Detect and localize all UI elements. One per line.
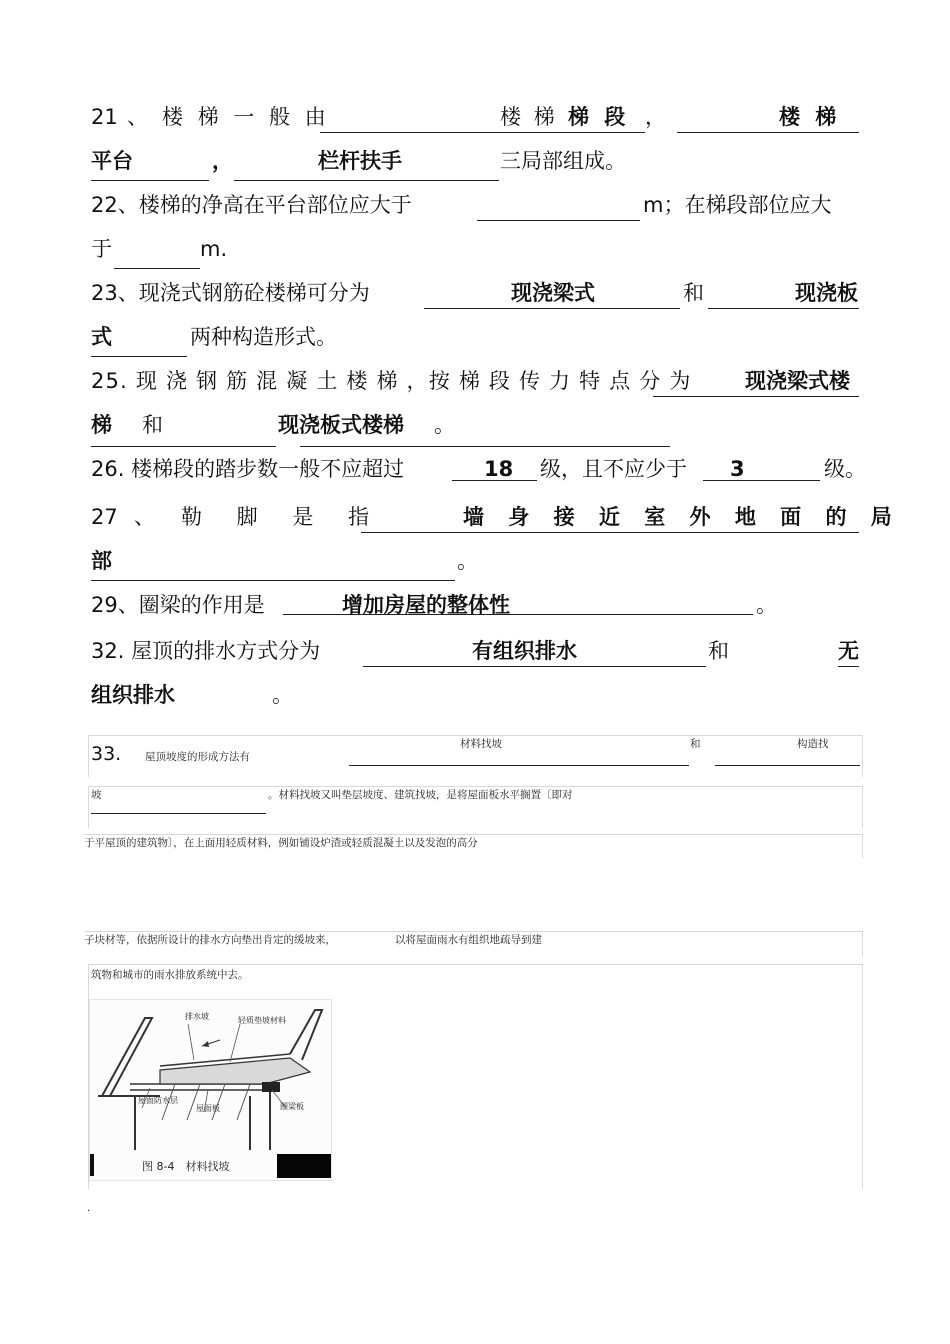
- q27-separator: 、: [134, 505, 155, 529]
- q26-blank-2: [703, 480, 820, 481]
- q22-unit-2: m.: [200, 237, 228, 261]
- q26-tail: 级。: [824, 457, 866, 481]
- q23-blank-2b: [91, 356, 187, 357]
- q21-separator: 、: [127, 105, 148, 129]
- q25-blank-2: [300, 446, 670, 447]
- q25-text: 25. 现 浇 钢 筋 混 凝 土 楼 梯 ，按 梯 段 传 力 特 点 分 为: [91, 369, 692, 393]
- q32-tail: 。: [272, 683, 293, 707]
- q21-answer-2-suffix: 平台: [91, 149, 133, 173]
- q33-frame-row2: [88, 786, 862, 787]
- q33-frame-right-4: [862, 931, 863, 957]
- q22-blank-2: [114, 268, 200, 269]
- q25-blank-1b: [91, 446, 276, 447]
- q33-blank-1: [349, 765, 689, 766]
- q33-frame-top: [88, 735, 862, 736]
- q32-and: 和: [708, 639, 729, 663]
- footer-dot: .: [87, 1202, 91, 1214]
- q21-answer-3: 栏杆扶手: [318, 149, 402, 173]
- q22-blank-1: [477, 220, 640, 221]
- figure-caption: 图 8-4 材料找坡: [142, 1160, 230, 1173]
- q33-line-3: 于平屋顶的建筑物〕，在上面用轻质材料，例如铺设炉渣或轻质混凝土以及发泡的高分: [84, 837, 478, 849]
- q33-frame-left-2: [88, 786, 89, 828]
- q23-blank-2: [708, 308, 859, 309]
- q21-tail: 三局部组成。: [500, 149, 626, 173]
- q33-frame-right-2: [862, 786, 863, 828]
- q32-answer-2-suffix: 组织排水: [91, 683, 175, 707]
- q29-answer: 增加房屋的整体性: [342, 593, 510, 617]
- q23-answer-2-suffix: 式: [91, 325, 112, 349]
- q21-blank-3: [234, 180, 499, 181]
- q33-line-4b: 以将屋面雨水有组织地疏导到建: [395, 934, 542, 946]
- q27-answer-prefix: 墙 身 接 近 室 外 地 面 的 局: [463, 505, 901, 529]
- q27-blank-b: [91, 580, 455, 581]
- q33-frame-row4: [84, 931, 862, 932]
- q33-text: 屋顶坡度的形成方法有: [145, 751, 250, 763]
- q25-blank-1: [653, 396, 859, 397]
- q32-blank-2: [838, 666, 859, 667]
- q33-frame-row3: [84, 834, 862, 835]
- q33-line-2: 。材料找坡又叫垫层坡度、建筑找坡，是将屋面板水平搁置〔即对: [268, 789, 573, 801]
- q21-answer-1: 梯 段: [568, 105, 630, 129]
- figure-material-slope: [89, 999, 332, 1181]
- q33-number: 33.: [91, 743, 122, 765]
- q33-answer-2-suffix: 坡: [91, 789, 102, 801]
- q33-frame-left-1: [88, 735, 89, 777]
- q33-blank-2: [715, 765, 860, 766]
- q33-frame-right-1: [862, 735, 863, 777]
- q21-blank-2: [677, 132, 859, 133]
- q21-comma-1: ，: [645, 105, 666, 129]
- q27-number: 27: [91, 505, 118, 529]
- q33-blank-2b: [91, 813, 266, 814]
- q33-frame-right-3: [862, 834, 863, 858]
- q21-blank-2b: [91, 180, 209, 181]
- q27-text: 勒 脚 是 指: [181, 505, 384, 529]
- q23-answer-1: 现浇梁式: [511, 281, 595, 305]
- q25-answer-1-suffix: 梯: [91, 413, 112, 437]
- figure-label-drain-slope: 排水坡: [185, 1012, 209, 1021]
- q26-answer-2: 3: [730, 457, 745, 481]
- q25-answer-1-prefix: 现浇梁式楼: [745, 369, 850, 393]
- figure-black-block: [277, 1154, 331, 1178]
- q29-tail: 。: [756, 593, 777, 617]
- q21-answer-2-prefix: 楼 梯: [779, 105, 841, 129]
- q33-line-4a: 子块材等，依据所设计的排水方向垫出肯定的缓坡来，: [84, 934, 336, 946]
- roof-section-drawing: [90, 1000, 331, 1150]
- q29-text: 29、圈梁的作用是: [91, 593, 265, 617]
- q32-answer-2-prefix: 无: [838, 639, 859, 663]
- q25-tail: 。: [434, 413, 455, 437]
- q23-and: 和: [683, 281, 704, 305]
- q27-blank: [361, 532, 859, 533]
- q21-number: 21: [91, 105, 118, 129]
- q32-text: 32. 屋顶的排水方式分为: [91, 639, 321, 663]
- q33-line-5: 筑物和城市的雨水排放系统中去。: [91, 969, 249, 981]
- q21-answer-1-prefix: 楼 梯: [500, 105, 558, 129]
- q25-and: 和: [142, 413, 163, 437]
- q22-line-2: 于: [91, 237, 112, 261]
- q33-and: 和: [690, 738, 701, 750]
- q25-answer-2: 现浇板式楼梯: [278, 413, 404, 437]
- q27-answer-suffix: 部: [91, 549, 112, 573]
- q22-text: 22、楼梯的净高在平台部位应大于: [91, 193, 412, 217]
- q27-tail: 。: [457, 549, 478, 573]
- q21-blank-1: [320, 132, 645, 133]
- q26-mid: 级，且不应少于: [540, 457, 687, 481]
- q26-text: 26. 楼梯段的踏步数一般不应超过: [91, 457, 405, 481]
- q23-text: 23、现浇式钢筋砼楼梯可分为: [91, 281, 370, 305]
- q23-tail: 两种构造形式。: [190, 325, 337, 349]
- figure-label-material: 轻质垫坡材料: [238, 1016, 286, 1025]
- q23-blank-1: [424, 308, 680, 309]
- figure-label-slab: 屋面板: [196, 1104, 220, 1113]
- q33-answer-2-prefix: 构造找: [797, 738, 829, 750]
- q32-blank-1: [363, 666, 706, 667]
- q32-answer-1: 有组织排水: [472, 639, 577, 663]
- q33-answer-1: 材料找坡: [460, 738, 502, 750]
- q21-text: 楼 梯 一 般 由: [162, 105, 330, 129]
- figure-caption-left-bar: [90, 1154, 94, 1176]
- q26-answer-1: 18: [484, 457, 514, 481]
- q21-comma-2: ，: [212, 149, 233, 173]
- q23-answer-2-prefix: 现浇板: [795, 281, 858, 305]
- figure-label-ring-beam: 圈梁板: [280, 1102, 304, 1111]
- q22-unit-1: m；在梯段部位应大: [643, 193, 832, 217]
- q33-frame-row5: [88, 964, 862, 965]
- q33-frame-right-5: [862, 964, 863, 1189]
- figure-label-waterproof: 屋面防水层: [138, 1096, 178, 1105]
